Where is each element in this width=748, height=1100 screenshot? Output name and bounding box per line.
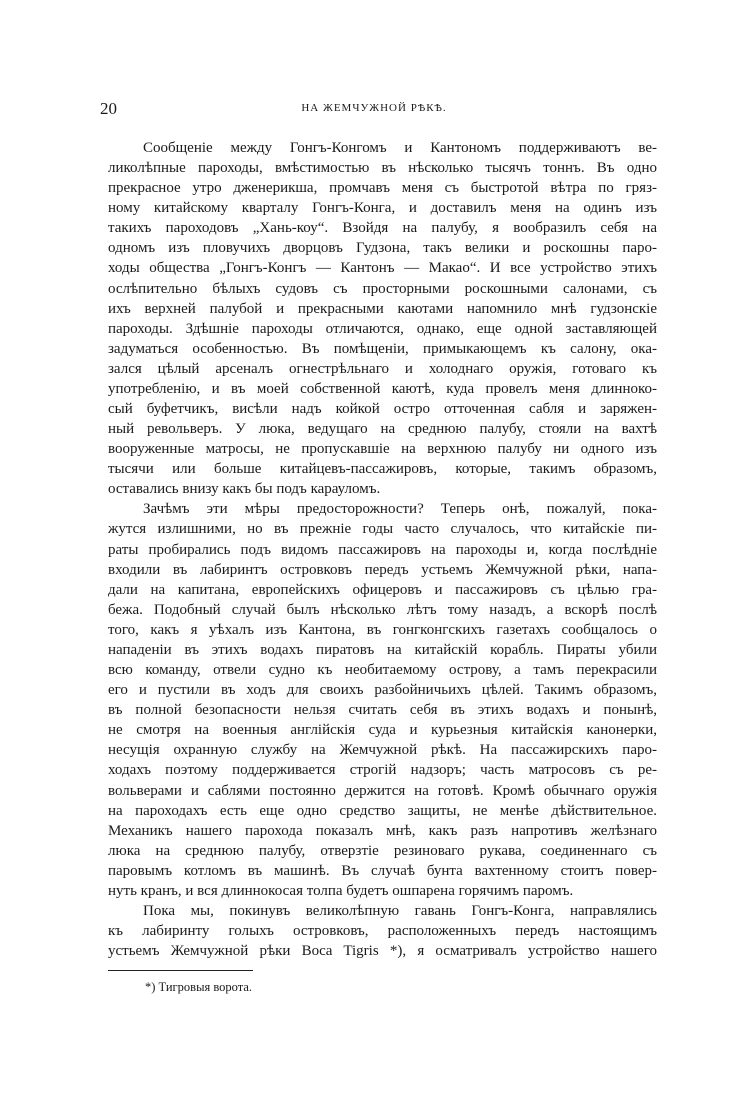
text-line: тысячи или больше китайцевъ-пассажировъ, которые, такимъ образомъ,	[108, 461, 657, 478]
text-line: раты пробирались подъ видомъ пассажировъ на пароходы и, когда послѣдніе	[108, 541, 657, 558]
text-line: ному китайскому кварталу Гонгъ-Конга, и доставилъ меня на одинъ изъ	[108, 200, 657, 217]
text-line: устьемъ Жемчужной рѣки Boca Tigris *), я осматривалъ устройство нашего	[108, 943, 657, 960]
paragraph	[108, 138, 657, 499]
text-line: Пока мы, покинувъ великолѣпную гавань Гонгъ-Конга, направлялись	[143, 902, 657, 919]
text-line: люка на среднюю палубу, отверзтіе резиноваго рукава, соединеннаго съ	[108, 842, 657, 859]
text-line: нападеніи въ этихъ водахъ пиратовъ на китайскій корабль. Пираты убили	[108, 641, 657, 658]
text-line: всю команду, отвели судно къ необитаемому острову, а тамъ перекрасили	[108, 662, 657, 679]
text-line: въ полной безопасности нельзя считать себя въ этихъ водахъ и понынѣ,	[108, 702, 657, 719]
text-line: такихъ пароходовъ „Хань-коу“. Взойдя на палубу, я вообразилъ себя на	[108, 220, 657, 237]
page-number: 20	[100, 99, 117, 118]
text-line: Сообщеніе между Гонгъ-Конгомъ и Кантономъ поддерживаютъ ве-	[143, 140, 657, 156]
text-line: ликолѣпные пароходы, вмѣстимостью въ нѣсколько тысячъ тоннъ. Въ одно	[108, 160, 657, 177]
text-line: бежа. Подобный случай былъ нѣсколько лѣтъ тому назадъ, а вскорѣ послѣ	[108, 601, 657, 618]
text-line: сый буфетчикъ, висѣли надъ койкой остро отточенная сабля и заряжен-	[108, 401, 657, 418]
text-line: ослѣпительно бѣлыхъ судовъ съ просторными роскошными салонами, съ	[108, 280, 657, 297]
text-line: Механикъ нашего парохода показалъ мнѣ, какъ разъ напротивъ желѣзнаго	[108, 822, 657, 839]
text-line: вооруженные матросы, не пропускавшіе на верхнюю палубу ни одного изъ	[108, 441, 657, 458]
text-line: нуть кранъ, и вся длиннокосая толпа будетъ ошпарена горячимъ паромъ.	[108, 882, 574, 899]
text-line: ходахъ поэтому поддерживается строгій надзоръ; часть матросовъ съ ре-	[108, 762, 657, 779]
text-line: того, какъ я уѣхалъ изъ Кантона, въ гонгконгскихъ газетахъ сообщалось о	[108, 621, 657, 638]
text-line: зался цѣлый арсеналъ огнестрѣльнаго и холоднаго оружія, готоваго къ	[108, 360, 657, 377]
text-line: жутся излишними, но въ прежніе годы часто случалось, что китайскіе пи-	[108, 521, 657, 538]
text-line: къ лабиринту голыхъ островковъ, расположенныхъ передъ настоящимъ	[108, 923, 657, 940]
paragraph	[108, 901, 657, 961]
text-line: Зачѣмъ эти мѣры предосторожности? Теперь онѣ, пожалуй, пока-	[143, 501, 657, 518]
text-line: его и пустили въ ходъ для своихъ разбойничьихъ цѣлей. Такимъ образомъ,	[108, 682, 657, 699]
text-line: паровымъ котломъ въ машинѣ. Въ случаѣ бунта вахтенному стоитъ повер-	[108, 862, 657, 879]
text-line: не смотря на военныя англійскія суда и курьезныя китайскія канонерки,	[108, 722, 657, 739]
text-line: одномъ изъ пловучихъ дворцовъ Гудзона, такъ велики и роскошны паро-	[108, 240, 657, 257]
text-line: употребленію, и въ моей собственной каютѣ, куда провелъ меня длиннoко-	[108, 380, 657, 397]
text-line: пароходы. Здѣшніе пароходы отличаются, однако, еще одной заставляющей	[108, 320, 657, 337]
text-line: дали на капитана, европейскихъ офицеровъ и пассажировъ съ цѣлью гра-	[108, 581, 657, 598]
text-line: входили въ лабиринтъ островковъ передъ устьемъ Жемчужной рѣки, напа-	[108, 561, 657, 578]
paragraph	[108, 499, 657, 901]
running-title: НА ЖЕМЧУЖНОЙ РѢКѢ.	[301, 102, 447, 114]
text-line: оставались внизу какъ бы подъ карауломъ.	[108, 481, 381, 498]
text-line: задуматься особенностью. Въ помѣщеніи, примыкающемъ къ салону, ока-	[108, 340, 657, 357]
text-line: несущія охранную службу на Жемчужной рѣкѣ. На пассажирскихъ паро-	[108, 742, 657, 759]
text-line: ходы общества „Гонгъ-Конгъ — Кантонъ — Макао“. И все устройство этихъ	[108, 260, 657, 277]
footnote: *) Тигровыя ворота.	[145, 980, 253, 994]
text-line: вольверами и саблями постоянно держится на готовѣ. Кромѣ обычнаго оружія	[108, 782, 657, 799]
text-line: ихъ верхней палубой и прекрасными каютами напомнило мнѣ гудзонскіе	[108, 300, 657, 317]
footnote-divider	[108, 970, 253, 971]
text-line: ный револьверъ. У люка, ведущаго на среднюю палубу, стояли на вахтѣ	[108, 421, 657, 438]
body-text	[108, 138, 657, 961]
text-line: на пароходахъ есть еще одно средство защиты, не менѣе дѣйствительное.	[108, 802, 657, 819]
text-line: прекрасное утро дженерикша, промчавъ меня съ быстротой вѣтра по гряз-	[108, 180, 657, 197]
